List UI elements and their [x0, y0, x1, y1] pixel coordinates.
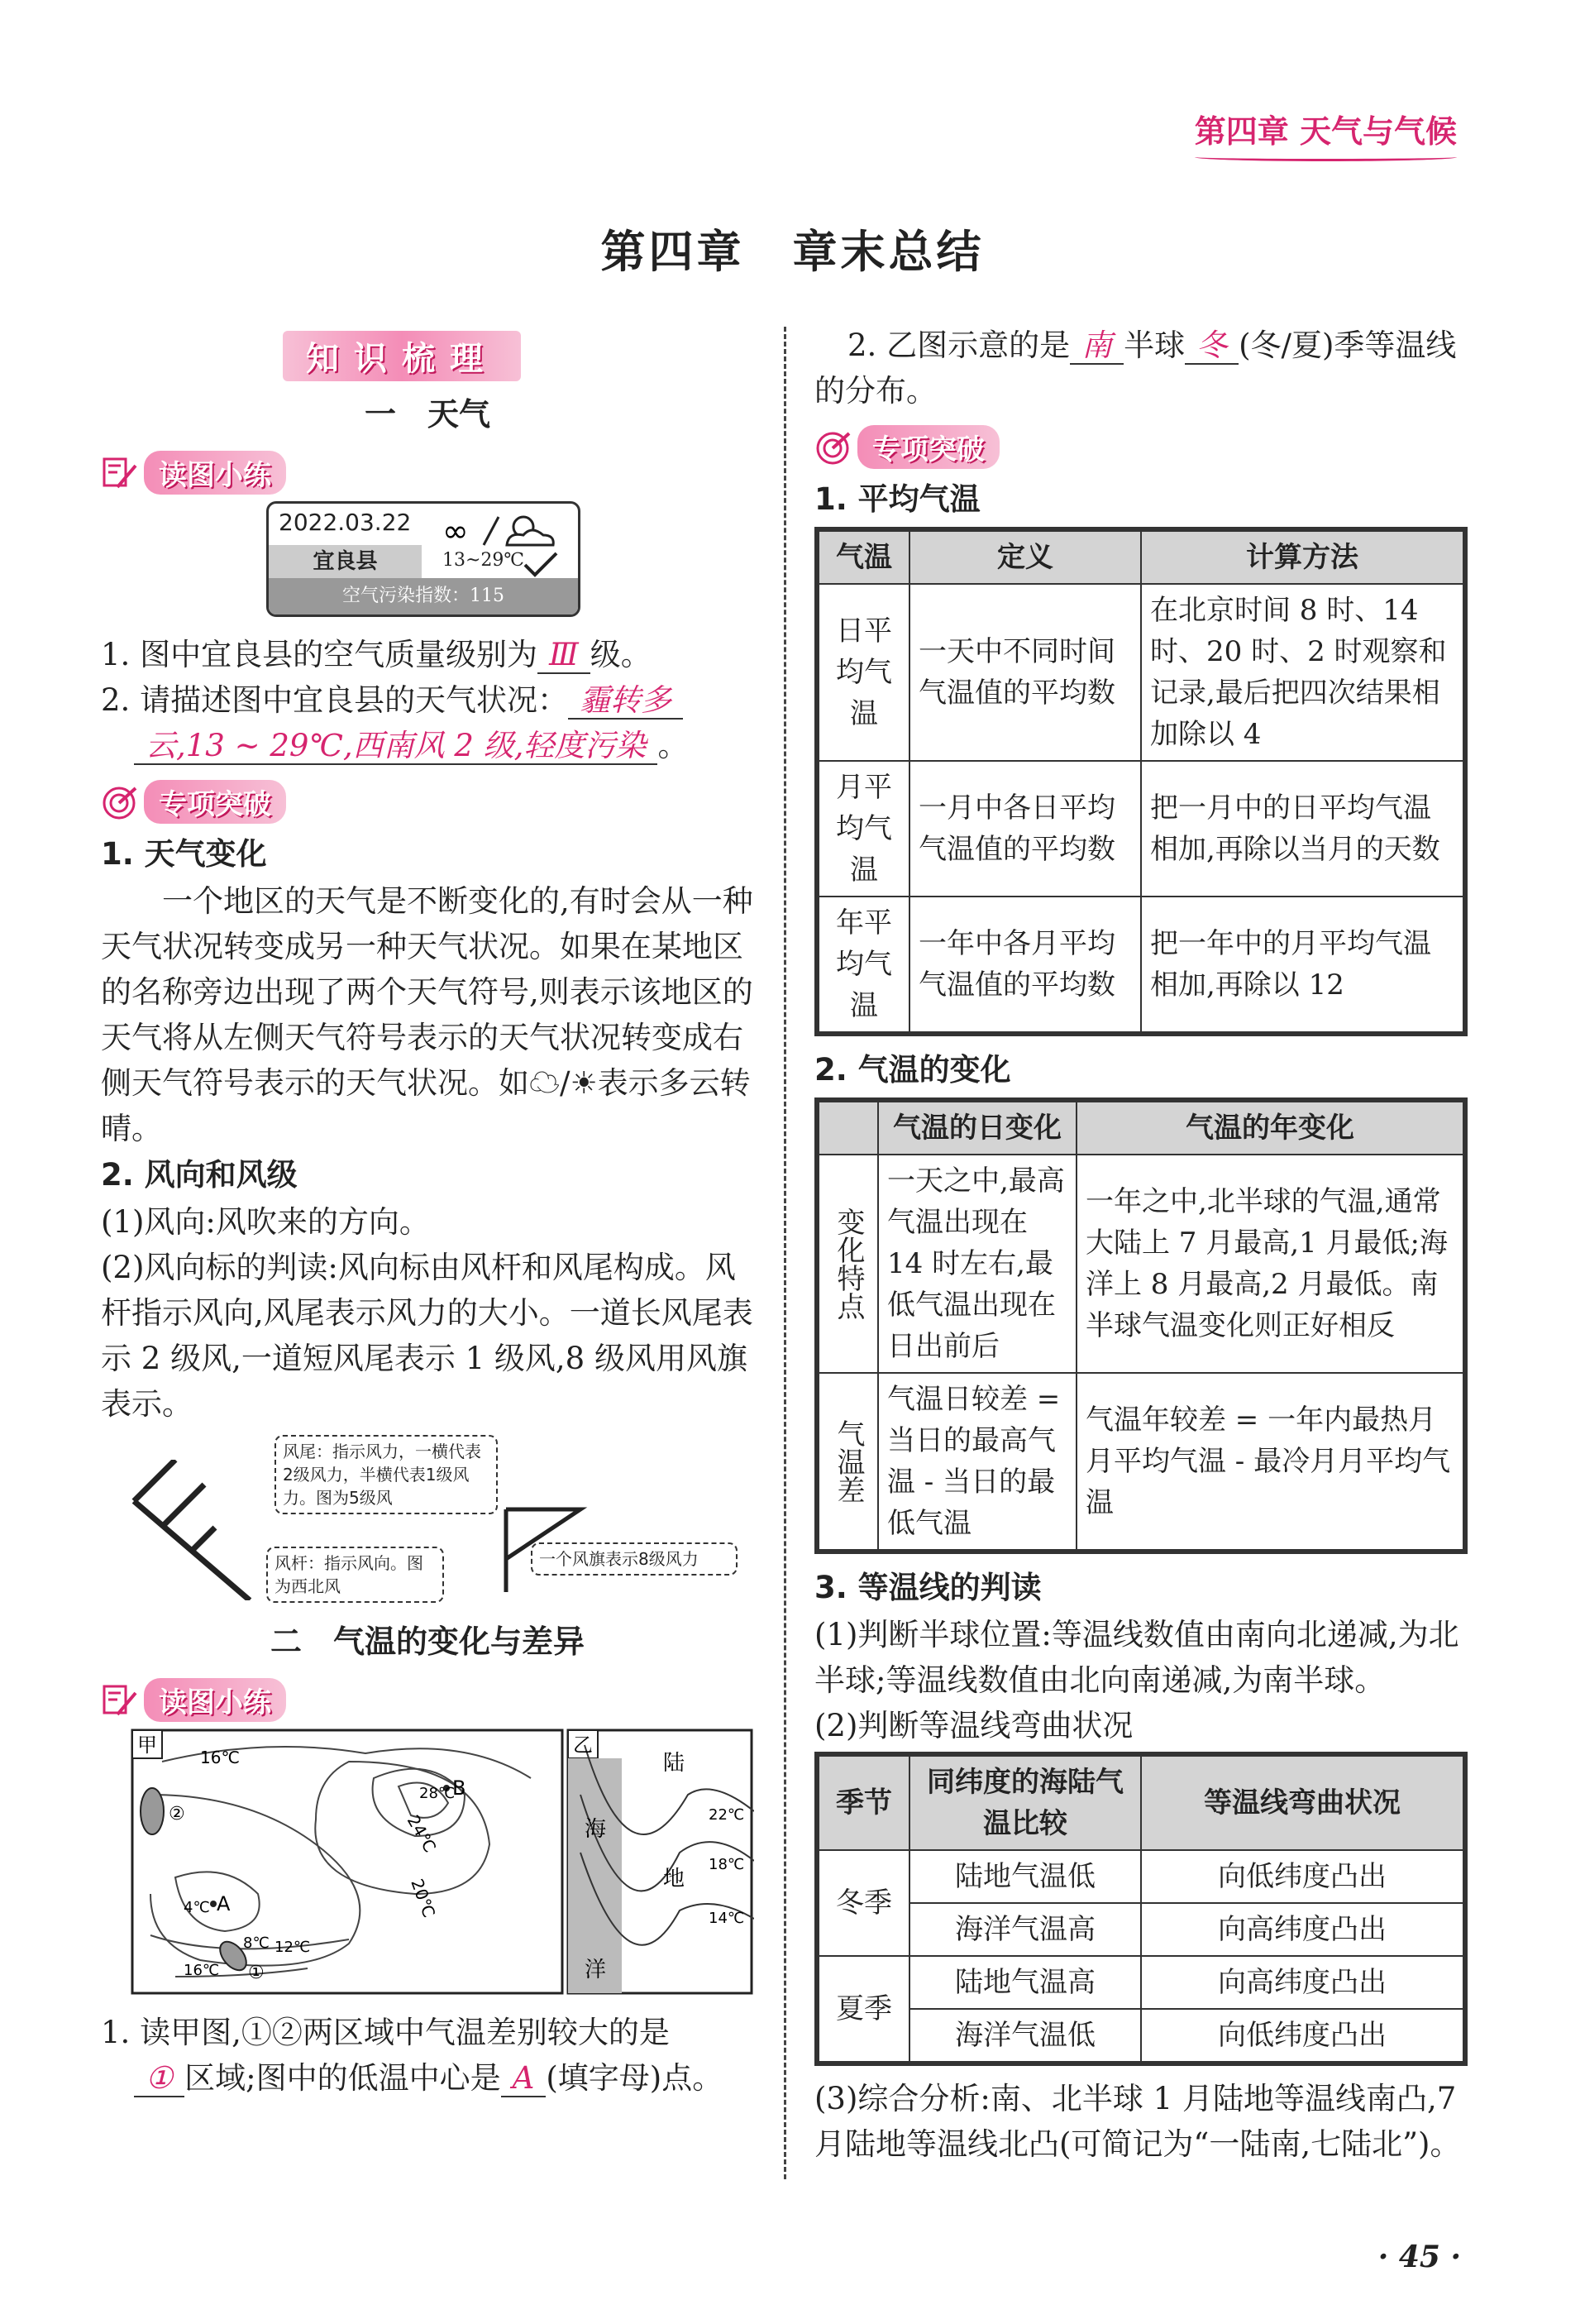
t3-r0-c1: 向低纬度凸出 — [1141, 1850, 1463, 1903]
paragraph-hemisphere: (1)判断半球位置:等温线数值由南向北递减,为北半球;等温线数值由北向南递减,为南半球。 — [814, 1617, 1459, 1698]
callout-wind-tail: 风尾：指示风力，一横代表2级风力，半横代表1级风力。图为5级风 — [275, 1435, 498, 1514]
running-head — [1195, 106, 1457, 161]
special-tag-label-right: 专项突破 — [857, 425, 1000, 469]
left-column — [101, 331, 754, 2101]
question-4: 2. 乙图示意的是 南 半球 冬 (冬/夏)季等温线的分布。 — [814, 328, 1457, 409]
label-16c-top: 16℃ — [200, 1748, 240, 1767]
chapter-header: 第四章 天气与气候 — [1194, 113, 1457, 150]
label-point-a: A — [217, 1892, 231, 1915]
paragraph-curvature: (2)判断等温线弯曲状况 — [814, 1708, 1134, 1743]
t2-r1-c0: 气温差 — [819, 1373, 878, 1550]
answer-4a: 南 — [1070, 328, 1124, 365]
label-18c: 18℃ — [709, 1856, 745, 1873]
label-8c: 8℃ — [243, 1934, 270, 1952]
question-3: 1. 读甲图,①②两区域中气温差别较大的是 ① 区域;图中的低温中心是 A (填字母)点。 — [101, 2015, 723, 2096]
t3-r1-c1: 向高纬度凸出 — [1141, 1903, 1463, 1956]
heading-weather-change: 1. 天气变化 — [101, 836, 267, 872]
wind-vane-drawing — [126, 1460, 258, 1600]
heading-wind: 2. 风向和风级 — [101, 1157, 298, 1193]
weather-aqi: 空气污染指数：115 — [269, 578, 578, 614]
target-icon — [814, 428, 852, 466]
t1-r2-c1: 一年中各月平均气温值的平均数 — [909, 897, 1141, 1032]
isotherm-table — [814, 1752, 1468, 2066]
paragraph-wind-direction: (1)风向:风吹来的方向。 — [101, 1204, 430, 1240]
answer-3a: ① — [134, 2060, 184, 2097]
paragraph-weather-change: 一个地区的天气是不断变化的,有时会从一种天气状况转变成另一种天气状况。如果在某地区的名称旁边出现了两个天气符号,则表示该地区的天气将从左侧天气符号表示的天气状况转变成右侧天气符号表示的天气状况。如☁/☀表示多云转晴。 — [101, 883, 753, 1146]
target-icon — [101, 783, 139, 821]
label-4c: 4℃ — [184, 1899, 210, 1916]
table-row — [819, 1155, 1463, 1373]
table-row — [819, 1850, 1463, 1903]
map-jia-label: 甲 — [137, 1733, 157, 1757]
t3-winter: 冬季 — [819, 1850, 909, 1956]
special-tag — [101, 780, 754, 824]
label-24c: 24℃ — [403, 1811, 441, 1857]
paragraph-summary: (3)综合分析:南、北半球 1 月陆地等温线南凸,7 月陆地等温线北凸(可简记为“一陆南,七陆北”)。 — [814, 2081, 1461, 2162]
special-tag-label: 专项突破 — [144, 780, 286, 824]
map-yi-label: 乙 — [573, 1733, 593, 1757]
label-yang: 洋 — [585, 1958, 607, 1982]
weather-temp: 13~29℃ — [442, 550, 525, 571]
weather-county: 宜良县 — [269, 545, 422, 578]
answer-1: Ⅲ — [537, 637, 590, 674]
t1-r0-c0: 日平均气温 — [819, 584, 909, 761]
answer-4b: 冬 — [1185, 328, 1239, 365]
t1-header-2: 计算方法 — [1141, 531, 1463, 584]
label-hai: 海 — [585, 1817, 607, 1842]
label-28c: 28℃ — [419, 1785, 456, 1802]
practice-tag-label: 读图小练 — [144, 451, 286, 495]
t2-r1-c1: 气温日较差 = 当日的最高气温 - 当日的最低气温 — [878, 1373, 1077, 1550]
table-row — [819, 1903, 1463, 1956]
table-row — [819, 1956, 1463, 2009]
label-region-2: ② — [169, 1804, 185, 1824]
table-row — [819, 761, 1463, 897]
t1-r2-c2: 把一年中的月平均气温相加,再除以 12 — [1141, 897, 1463, 1032]
callout-wind-pole: 风杆：指示风向。图为西北风 — [266, 1547, 444, 1603]
t3-header-2: 等温线弯曲状况 — [1141, 1756, 1463, 1850]
practice-tag-label-2: 读图小练 — [144, 1678, 286, 1722]
t1-r1-c0: 月平均气温 — [819, 761, 909, 897]
heading-temp-change: 2. 气温的变化 — [814, 1052, 1011, 1088]
t3-summer: 夏季 — [819, 1956, 909, 2062]
t1-r2-c0: 年平均气温 — [819, 897, 909, 1032]
question-1: 1. 图中宜良县的空气质量级别为 Ⅲ 级。 — [101, 637, 652, 672]
isotherm-maps — [101, 1729, 754, 2001]
label-20c: 20℃ — [407, 1876, 440, 1920]
label-region-1: ① — [248, 1963, 265, 1983]
t2-r0-c1: 一天之中,最高气温出现在 14 时左右,最低气温出现在日出前后 — [878, 1155, 1077, 1373]
avg-temp-table — [814, 527, 1468, 1036]
pencil-note-icon — [101, 1681, 139, 1719]
isotherm-maps-svg — [101, 1729, 754, 2001]
special-tag-right — [814, 425, 1468, 469]
right-column — [814, 323, 1468, 2167]
page-title: 第四章 章末总结 — [600, 226, 985, 278]
table-row — [819, 1373, 1463, 1550]
callout-wind-flag: 一个风旗表示8级风力 — [531, 1542, 738, 1576]
label-14c: 14℃ — [709, 1910, 745, 1927]
label-16c-bottom: 16℃ — [184, 1962, 220, 1979]
heading-avg-temp: 1. 平均气温 — [814, 481, 981, 517]
t2-r0-c2: 一年之中,北半球的气温,通常大陆上 7 月最高,1 月最低;海洋上 8 月最高,2 月最低。南半球气温变化则正好相反 — [1077, 1155, 1463, 1373]
wind-vane-figure — [101, 1435, 754, 1609]
temp-change-table — [814, 1097, 1468, 1554]
svg-text:∞: ∞ — [442, 513, 469, 549]
column-divider — [784, 327, 786, 2179]
t1-header-1: 定义 — [909, 531, 1141, 584]
practice-tag — [101, 451, 754, 495]
table-row — [819, 2009, 1463, 2062]
t1-r0-c1: 一天中不同时间气温值的平均数 — [909, 584, 1141, 761]
paragraph-wind-vane: (2)风向标的判读:风向标由风杆和风尾构成。风杆指示风向,风尾表示风力的大小。一道长风尾表示 2 级风,一道短风尾表示 1 级风,8 级风用风旗表示。 — [101, 1250, 753, 1422]
t3-r3-c0: 海洋气温低 — [909, 2009, 1141, 2062]
answer-3b: A — [501, 2060, 547, 2097]
table-row — [819, 584, 1463, 761]
question-2: 2. 请描述图中宜良县的天气状况： 霾转多 云,13 ~ 29℃,西南风 2 级,轻度污染 。 — [101, 682, 689, 763]
t3-r0-c0: 陆地气温低 — [909, 1850, 1141, 1903]
practice-tag-2 — [101, 1678, 754, 1722]
section-temperature-heading: 二 气温的变化与差异 — [270, 1623, 585, 1660]
label-22c: 22℃ — [709, 1806, 745, 1824]
t1-r1-c1: 一月中各日平均气温值的平均数 — [909, 761, 1141, 897]
label-di: 地 — [663, 1867, 685, 1891]
answer-2a: 霾转多 — [568, 682, 683, 720]
t1-r1-c2: 把一月中的日平均气温相加,再除以当月的天数 — [1141, 761, 1463, 897]
answer-2b: 云,13 ~ 29℃,西南风 2 级,轻度污染 — [134, 728, 657, 765]
weather-card — [266, 501, 580, 617]
pencil-note-icon — [101, 454, 139, 492]
t2-header-1: 气温的日变化 — [878, 1102, 1077, 1155]
t1-header-0: 气温 — [819, 531, 909, 584]
t2-header-2: 气温的年变化 — [1077, 1102, 1463, 1155]
t3-header-0: 季节 — [819, 1756, 909, 1850]
t3-r3-c1: 向低纬度凸出 — [1141, 2009, 1463, 2062]
header-wave-decoration — [1195, 153, 1457, 161]
t1-r0-c2: 在北京时间 8 时、14 时、20 时、2 时观察和记录,最后把四次结果相加除以 4 — [1141, 584, 1463, 761]
weather-date: 2022.03.22 — [279, 509, 412, 536]
label-point-b: B — [452, 1776, 466, 1800]
t3-r2-c0: 陆地气温高 — [909, 1956, 1141, 2009]
table-row — [819, 897, 1463, 1032]
t3-header-1: 同纬度的海陆气温比较 — [909, 1756, 1141, 1850]
t2-r1-c2: 气温年较差 = 一年内最热月月平均气温 - 最冷月月平均气温 — [1077, 1373, 1463, 1550]
heading-isotherm: 3. 等温线的判读 — [814, 1570, 1042, 1605]
t2-header-0 — [819, 1102, 878, 1155]
page-number: · 45 · — [1377, 2240, 1461, 2274]
t3-r2-c1: 向高纬度凸出 — [1141, 1956, 1463, 2009]
label-lu: 陆 — [663, 1751, 685, 1776]
t2-r0-c0: 变化特点 — [819, 1155, 878, 1373]
knowledge-banner: 知识梳理 — [283, 331, 521, 381]
t3-r1-c0: 海洋气温高 — [909, 1903, 1141, 1956]
section-weather-heading: 一 天气 — [364, 396, 490, 433]
label-12c: 12℃ — [275, 1939, 311, 1956]
